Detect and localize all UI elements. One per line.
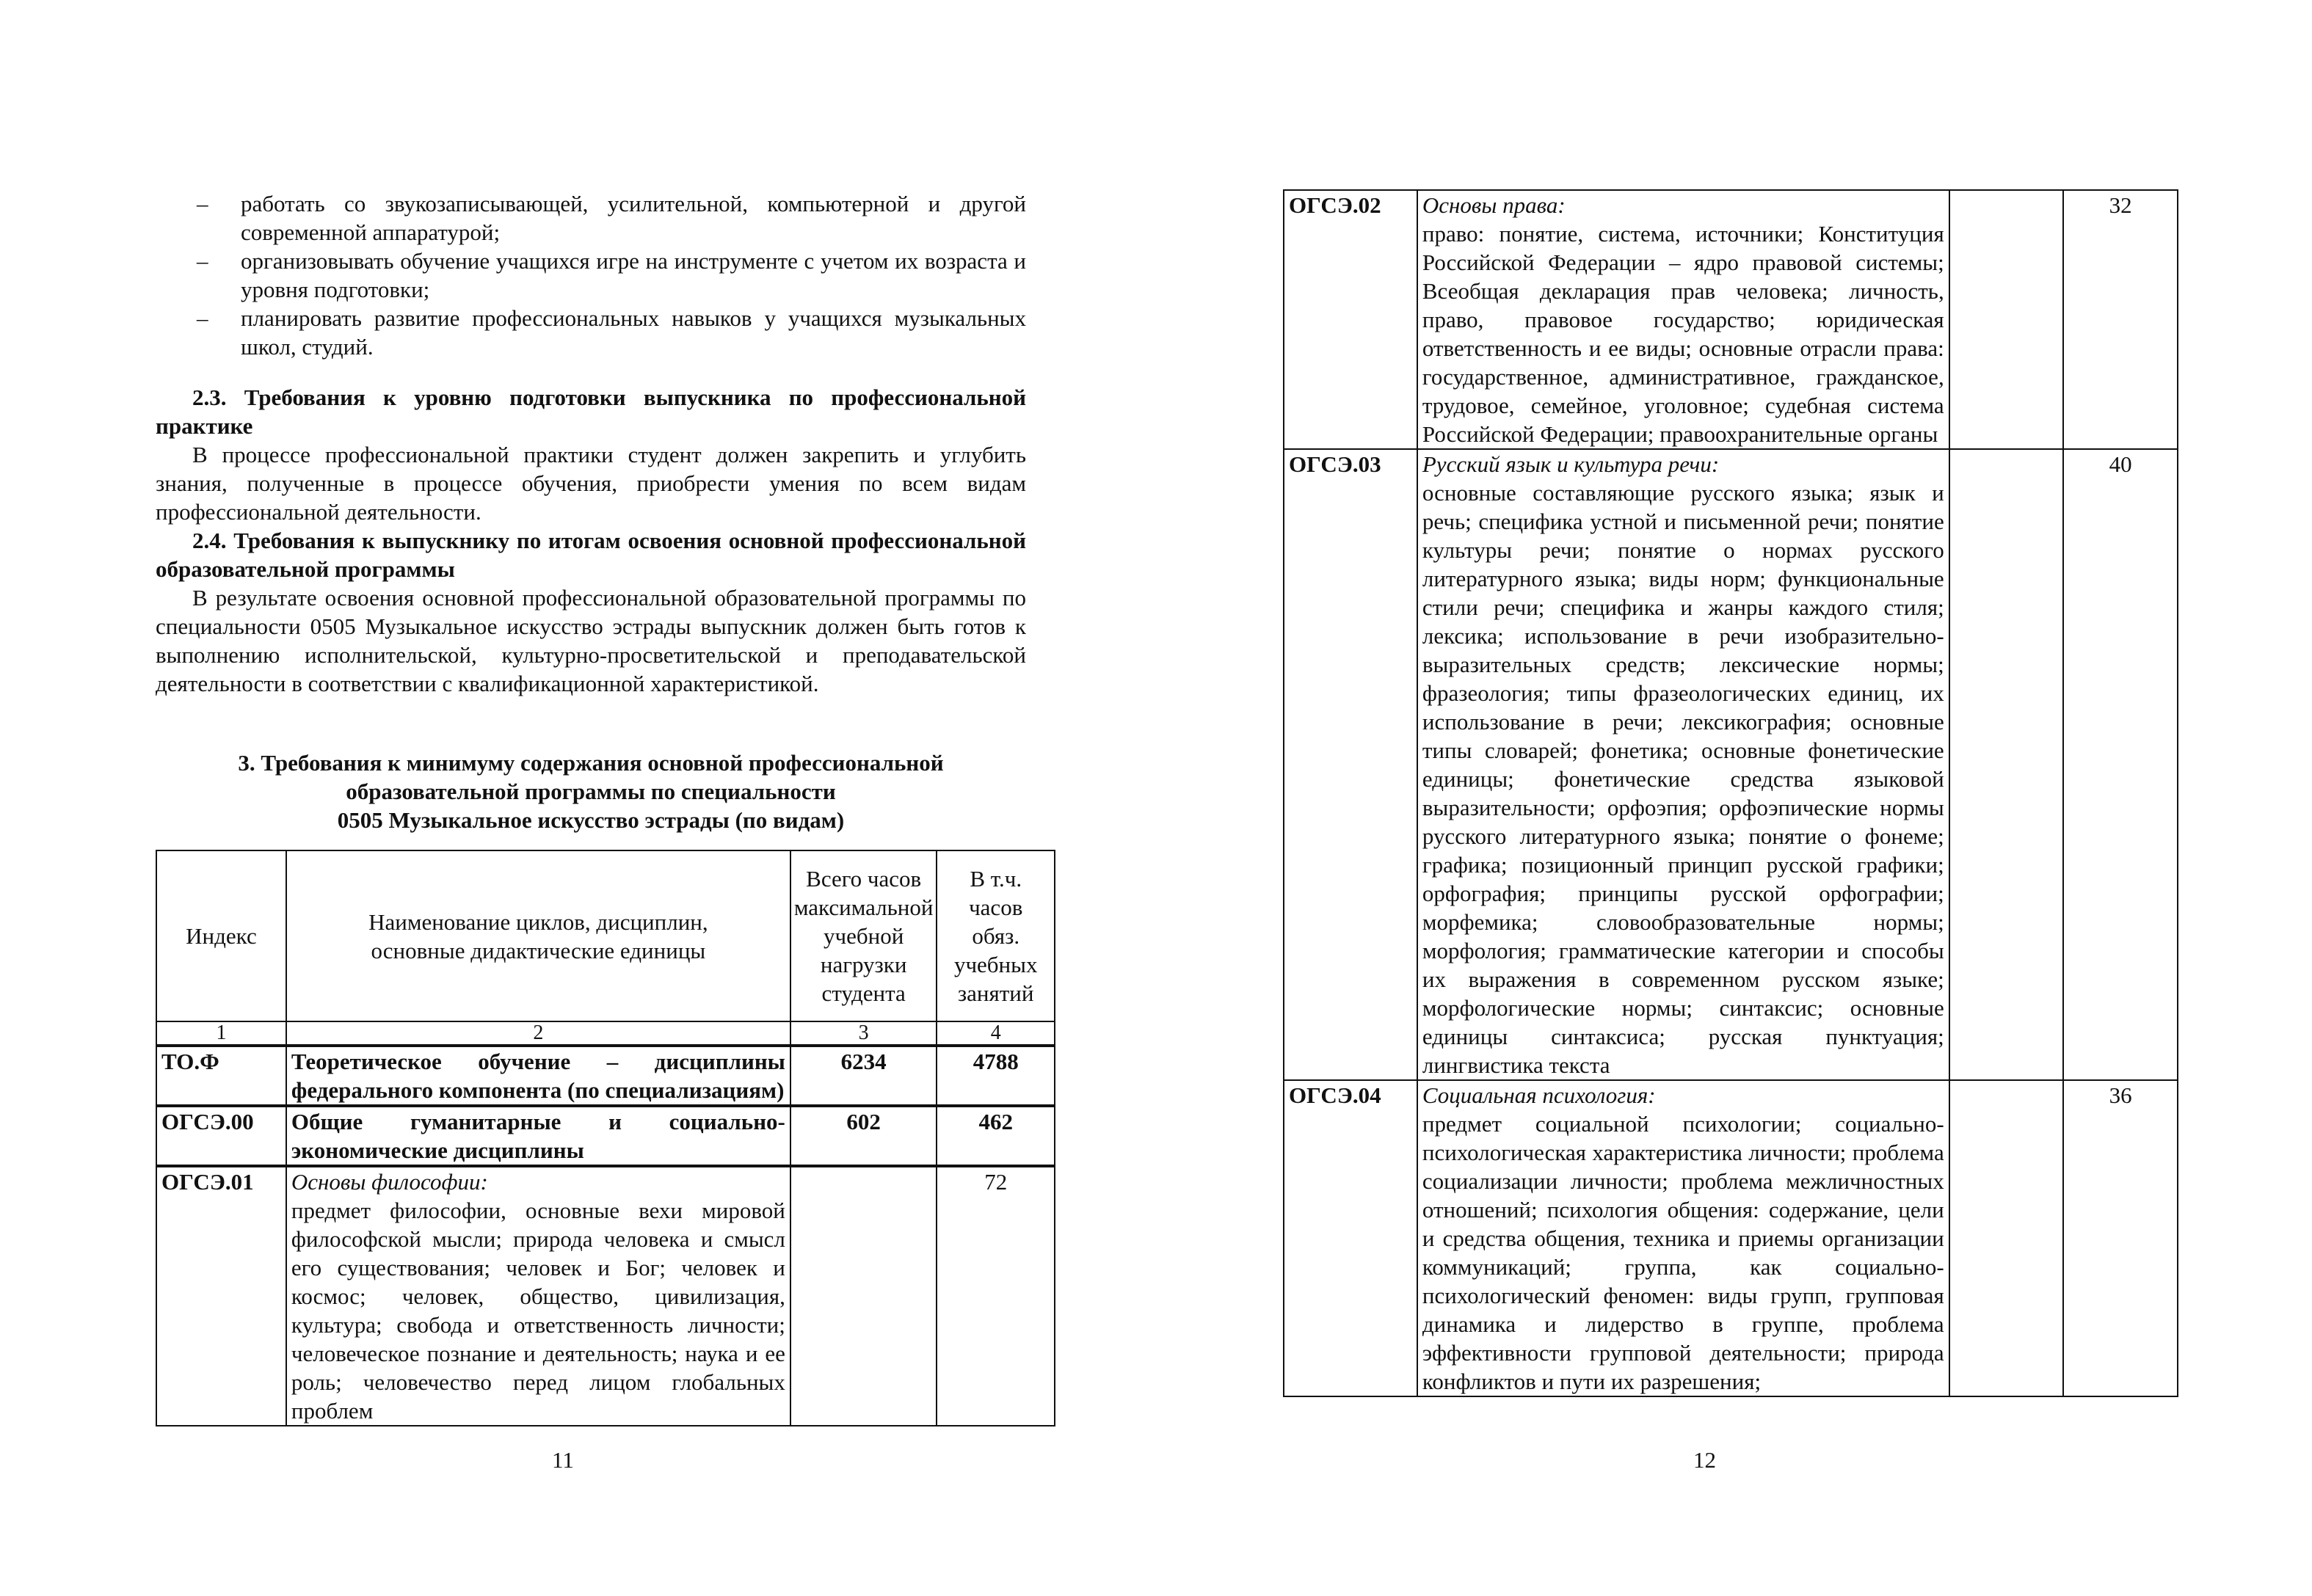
column-number-row bbox=[156, 1021, 1055, 1046]
section-3-title bbox=[156, 748, 1026, 834]
list-item bbox=[197, 247, 1026, 304]
list-item-text: работать со звукозаписывающей, усилительной, компьютерной и другой современной аппаратурой; bbox=[241, 191, 1026, 245]
row-index: ОГСЭ.01 bbox=[156, 1166, 286, 1426]
row-mandatory-hours: 36 bbox=[2063, 1080, 2178, 1396]
discipline-title: Русский язык и культура речи: bbox=[1422, 451, 1720, 477]
row-index: ОГСЭ.02 bbox=[1284, 190, 1417, 449]
curriculum-table-continued bbox=[1283, 189, 2178, 1397]
table-row bbox=[156, 1046, 1055, 1106]
row-name: Общие гуманитарные и социально-экономические дисциплины bbox=[286, 1106, 790, 1166]
row-index: ОГСЭ.04 bbox=[1284, 1080, 1417, 1396]
row-mandatory-hours: 462 bbox=[937, 1106, 1055, 1166]
header-mandatory-hours: В т.ч. часов обяз. учебных занятий bbox=[937, 850, 1055, 1021]
discipline-description: предмет философии, основные вехи мировой философской мысли; природа человека и смысл его существования; человек и Бог; человек и космос; человек, общество, цивилизация, культура; свобода и ответственность личности; человеческое познание и деятельность; наука и ее роль; человечество перед лицом глобальных проблем bbox=[291, 1198, 785, 1424]
dash-marker: – bbox=[197, 248, 208, 274]
table-row bbox=[1284, 1080, 2178, 1396]
section-3-title-line: 0505 Музыкальное искусство эстрады (по видам) bbox=[337, 807, 845, 833]
page-number: 11 bbox=[552, 1447, 574, 1473]
section-2-3-text: В процессе профессиональной практики студент должен закрепить и углубить знания, полученные в процессе обучения, приобрести умения по всем видам профессиональной деятельности. bbox=[156, 442, 1026, 525]
row-name-cell bbox=[1417, 1080, 1949, 1396]
column-number: 2 bbox=[286, 1021, 790, 1046]
row-name-cell bbox=[1417, 449, 1949, 1080]
table-row bbox=[1284, 190, 2178, 449]
table-row bbox=[156, 1106, 1055, 1166]
right-page bbox=[1156, 0, 2312, 1596]
discipline-description: предмет социальной психологии; социально-психологическая характеристика личности; проблема социализации личности; проблема межличностных отношений; психология общения: содержание, цели и средства общения, техника и приемы организации коммуникаций; группа, как социально-психологический феномен: виды групп, групповая динамика и лидерство в группе, проблема эффективности групповой деятельности; природа конфликтов и пути их разрешения; bbox=[1422, 1111, 1944, 1394]
section-2-4-text: В результате освоения основной профессиональной образовательной программы по специальности 0505 Музыкальное искусство эстрады выпускник должен быть готов к выполнению исполнительской, культурно-просветительской и преподавательской деятельности в соответствии с квалификационной характеристикой. bbox=[156, 585, 1026, 696]
section-2-3 bbox=[156, 383, 1026, 526]
page-number: 12 bbox=[1693, 1447, 1716, 1473]
section-2-3-heading: 2.3. Требования к уровню подготовки выпускника по профессиональной практике bbox=[156, 385, 1026, 439]
list-item-text: организовывать обучение учащихся игре на инструменте с учетом их возраста и уровня подготовки; bbox=[241, 248, 1026, 302]
dash-marker: – bbox=[197, 191, 208, 216]
table-header-row bbox=[156, 850, 1055, 1021]
discipline-description: основные составляющие русского языка; язык и речь; специфика устной и письменной речи; понятие культуры речи; понятие о нормах русского литературного языка; виды норм; функциональные стили речи; специфика и жанры каждого стиля; лексика; использование в речи изобразительно-выразительных средств; лексические нормы; фразеология; типы фразеологических единиц, их использование в речи; лексикография; основные типы словарей; фонетика; основные фонетические единицы; фонетические средства языковой выразительности; орфоэпия; орфоэпические нормы русского литературного языка; понятие о фонеме; графика; позиционный принцип русской графики; орфография; принципы русской орфографии; морфемика; словообразовательные нормы; морфология; грамматические категории и способы их выражения в современном русском языке; морфологические нормы; синтаксис; основные единицы синтаксиса; русская пунктуация; лингвистика текста bbox=[1422, 480, 1944, 1078]
row-total-hours: 6234 bbox=[790, 1046, 937, 1106]
discipline-title: Основы права: bbox=[1422, 192, 1566, 218]
row-name-cell bbox=[1417, 190, 1949, 449]
row-name-cell bbox=[286, 1166, 790, 1426]
row-index: ТО.Ф bbox=[156, 1046, 286, 1106]
section-2-4 bbox=[156, 526, 1026, 698]
header-name: Наименование циклов, дисциплин, основные дидактические единицы bbox=[286, 850, 790, 1021]
row-mandatory-hours: 4788 bbox=[937, 1046, 1055, 1106]
row-index: ОГСЭ.03 bbox=[1284, 449, 1417, 1080]
dash-marker: – bbox=[197, 305, 208, 331]
row-index: ОГСЭ.00 bbox=[156, 1106, 286, 1166]
header-total-hours: Всего часов максимальной учебной нагрузки студента bbox=[790, 850, 937, 1021]
section-3-title-line: образовательной программы по специальности bbox=[346, 779, 836, 804]
list-item-text: планировать развитие профессиональных навыков у учащихся музыкальных школ, студий. bbox=[241, 305, 1026, 360]
discipline-description: право: понятие, система, источники; Конституция Российской Федерации – ядро правовой системы; Всеобщая декларация прав человека; личность, право, правовое государство; юридическая ответственность и ее виды; основные отрасли права: государственное, административное, гражданское, трудовое, семейное, уголовное; судебная система Российской Федерации; правоохранительные органы bbox=[1422, 221, 1944, 447]
list-item bbox=[197, 304, 1026, 361]
header-index: Индекс bbox=[156, 850, 286, 1021]
section-2-4-heading: 2.4. Требования к выпускнику по итогам освоения основной профессиональной образовательной программы bbox=[156, 528, 1026, 582]
row-total-hours bbox=[790, 1166, 937, 1426]
section-3-title-line: 3. Требования к минимуму содержания основной профессиональной bbox=[238, 750, 944, 776]
column-number: 1 bbox=[156, 1021, 286, 1046]
row-total-hours: 602 bbox=[790, 1106, 937, 1166]
skills-bullet-list bbox=[197, 189, 1026, 361]
row-total-hours bbox=[1949, 1080, 2064, 1396]
curriculum-table bbox=[156, 850, 1055, 1426]
row-mandatory-hours: 32 bbox=[2063, 190, 2178, 449]
discipline-title: Основы философии: bbox=[291, 1169, 488, 1195]
row-total-hours bbox=[1949, 449, 2064, 1080]
discipline-title: Социальная психология: bbox=[1422, 1082, 1656, 1108]
column-number: 4 bbox=[937, 1021, 1055, 1046]
row-mandatory-hours: 40 bbox=[2063, 449, 2178, 1080]
row-name: Теоретическое обучение – дисциплины федерального компонента (по специализациям) bbox=[286, 1046, 790, 1106]
column-number: 3 bbox=[790, 1021, 937, 1046]
list-item bbox=[197, 189, 1026, 247]
row-mandatory-hours: 72 bbox=[937, 1166, 1055, 1426]
row-total-hours bbox=[1949, 190, 2064, 449]
table-row bbox=[156, 1166, 1055, 1426]
table-row bbox=[1284, 449, 2178, 1080]
